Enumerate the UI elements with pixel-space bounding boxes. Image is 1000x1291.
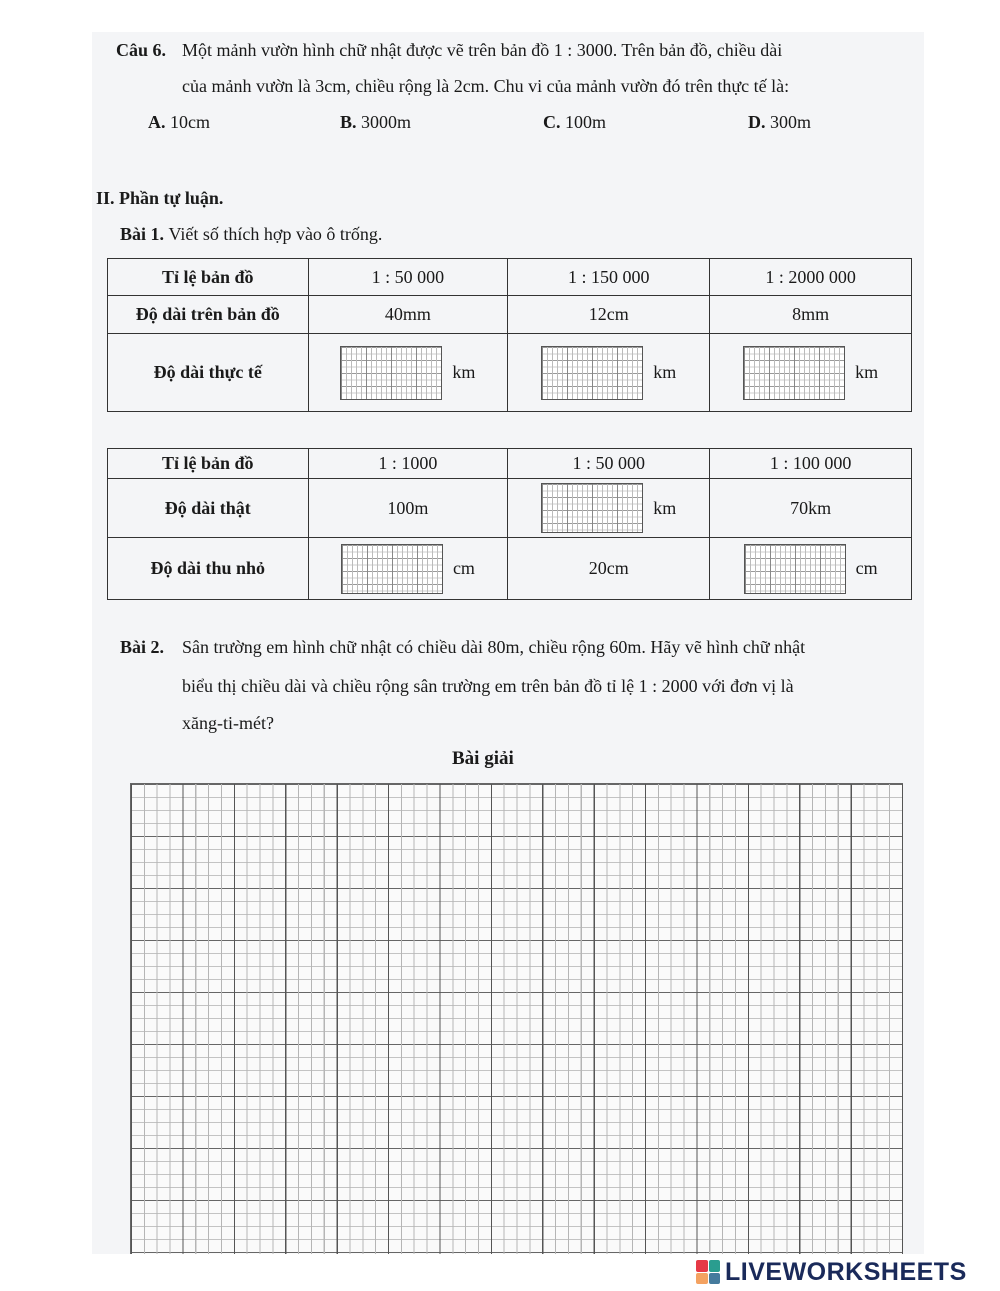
answer-box[interactable]: [744, 544, 846, 594]
drawing-grid[interactable]: [130, 783, 903, 1254]
t1-scale-3: 1 : 2000 000: [710, 259, 912, 296]
brand-name: LIVEWORKSHEETS: [725, 1257, 967, 1286]
answer-box[interactable]: [541, 346, 643, 400]
t2-reduced-length-cell-1: [308, 538, 508, 600]
t2-reduced-length-cell-3: [710, 538, 912, 600]
t2-scale-2: 1 : 50 000: [508, 449, 710, 479]
t1-real-length-cell-3: [710, 334, 912, 412]
unit-label: km: [653, 497, 677, 518]
t2-scale-1: 1 : 1000: [308, 449, 508, 479]
t2-header-real-length: Độ dài thật: [108, 479, 309, 538]
unit-label: km: [452, 362, 476, 382]
answer-box[interactable]: [541, 483, 643, 533]
t1-header-scale: Tỉ lệ bản đồ: [108, 259, 309, 296]
liveworksheets-logo: [696, 1257, 967, 1287]
q6-label: Câu 6.: [116, 40, 167, 60]
t1-map-length-1: 40mm: [308, 296, 508, 334]
q6-option-d[interactable]: D. 300m: [748, 112, 812, 132]
t1-real-length-cell-2: [508, 334, 710, 412]
scale-table-1: [107, 258, 912, 412]
t2-scale-3: 1 : 100 000: [710, 449, 912, 479]
answer-box[interactable]: [341, 544, 443, 594]
liveworksheets-logo-icon: [696, 1260, 720, 1284]
t1-map-length-3: 8mm: [710, 296, 912, 334]
unit-label: cm: [855, 558, 878, 578]
unit-label: km: [855, 362, 879, 382]
t2-reduced-length-2: 20cm: [508, 538, 710, 600]
q6-line1: Một mảnh vườn hình chữ nhật được vẽ trên bản đồ 1 : 3000. Trên bản đồ, chiều dài: [182, 40, 783, 60]
unit-label: cm: [452, 558, 475, 578]
t1-map-length-2: 12cm: [508, 296, 710, 334]
scale-table-2: [107, 448, 912, 600]
t2-real-length-3: 70km: [710, 479, 912, 538]
t2-header-scale: Tỉ lệ bản đồ: [108, 449, 309, 479]
t1-scale-2: 1 : 150 000: [508, 259, 710, 296]
bai2-label: Bài 2.: [120, 637, 165, 657]
t1-real-length-cell-1: [308, 334, 508, 412]
q6-option-a[interactable]: A. 10cm: [148, 112, 210, 132]
bai2-line3: xăng-ti-mét?: [182, 713, 274, 733]
answer-box[interactable]: [743, 346, 845, 400]
bai2-line2: biểu thị chiều dài và chiều rộng sân trường em trên bản đồ tỉ lệ 1 : 2000 với đơn vị là: [182, 676, 794, 696]
q6-option-c[interactable]: C. 100m: [543, 112, 607, 132]
bai1-instruction: Bài 1. Viết số thích hợp vào ô trống.: [120, 224, 383, 244]
t1-header-map-length: Độ dài trên bản đồ: [108, 296, 309, 334]
t1-header-real-length: Độ dài thực tế: [108, 334, 309, 412]
t2-real-length-1: 100m: [308, 479, 508, 538]
q6-option-b[interactable]: B. 3000m: [340, 112, 412, 132]
bai2-line1: Sân trường em hình chữ nhật có chiều dài 80m, chiều rộng 60m. Hãy vẽ hình chữ nhật: [182, 637, 806, 657]
unit-label: km: [653, 362, 677, 382]
section-2-heading: II. Phần tự luận.: [96, 188, 224, 208]
t1-scale-1: 1 : 50 000: [308, 259, 508, 296]
t2-header-reduced-length: Độ dài thu nhỏ: [108, 538, 309, 600]
t2-real-length-cell-2: [508, 479, 710, 538]
solution-title: Bài giải: [452, 748, 514, 769]
answer-box[interactable]: [340, 346, 442, 400]
q6-line2: của mảnh vườn là 3cm, chiều rộng là 2cm. Chu vi của mảnh vườn đó trên thực tế là:: [182, 76, 790, 96]
